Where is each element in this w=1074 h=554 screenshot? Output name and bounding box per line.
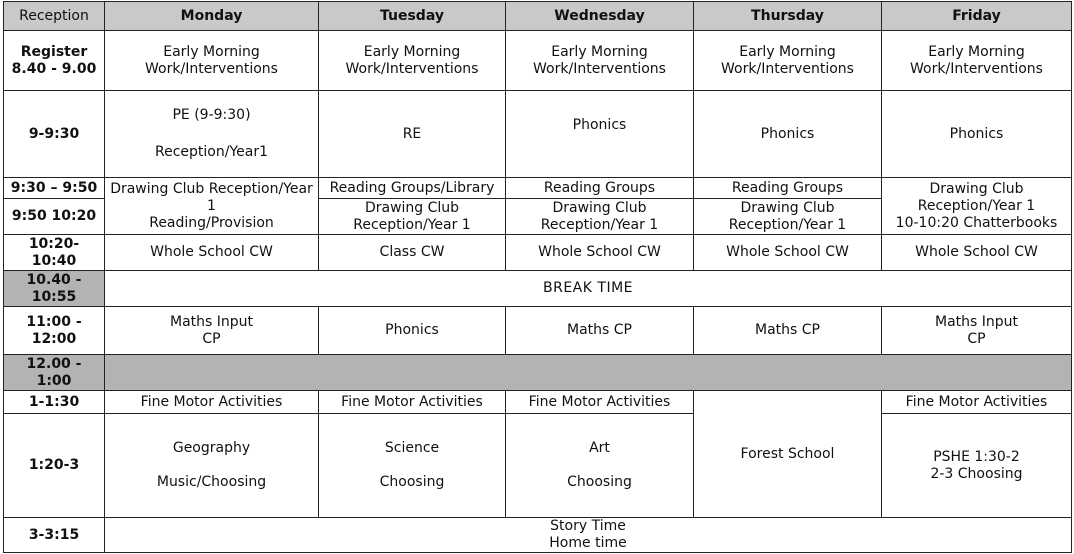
row-120 (4, 414, 1072, 518)
cell-line: Drawing Club (364, 199, 460, 216)
cell-1020-tuesday: Class CW (319, 235, 506, 271)
time-930: 9:30 – 9:50 (4, 178, 105, 199)
cell-line: Early Morning (163, 43, 260, 60)
cell-line: Music/Choosing (156, 474, 267, 490)
cell-11-monday (105, 307, 319, 355)
cell-9-wednesday: Phonics (506, 91, 694, 178)
row-3 (4, 518, 1072, 553)
cell-line: Early Morning (551, 43, 648, 60)
day-wednesday: Wednesday (506, 2, 694, 31)
time-1020 (4, 235, 105, 271)
cell-line: Maths Input (169, 313, 253, 330)
cell-line: Drawing Club (929, 180, 1024, 197)
cell-line: Reception/Year 1 (917, 197, 1036, 214)
cell-950-wednesday (506, 199, 694, 235)
cell-950-thursday (694, 199, 882, 235)
cell-930-monday (105, 178, 319, 235)
cell-1-monday: Fine Motor Activities (105, 391, 319, 414)
time-line: Register (20, 43, 88, 60)
time-950: 9:50 10:20 (4, 199, 105, 235)
cell-120-wednesday (506, 414, 694, 518)
cell-1020-thursday: Whole School CW (694, 235, 882, 271)
cell-line: Art (589, 440, 610, 456)
time-register (4, 31, 105, 91)
cell-line: Drawing Club Reception/Year (110, 180, 313, 197)
time-line: 12.00 - (26, 355, 82, 372)
cell-9-thursday: Phonics (694, 91, 882, 178)
cell-1020-monday: Whole School CW (105, 235, 319, 271)
cell-120-friday (882, 414, 1072, 518)
cell-11-friday (882, 307, 1072, 355)
cell-1020-friday: Whole School CW (882, 235, 1072, 271)
cell-line: Choosing (379, 474, 445, 490)
time-1: 1-1:30 (4, 391, 105, 414)
row-1 (4, 391, 1072, 414)
cell-line: Story Time (550, 518, 626, 534)
cell-line: Drawing Club (740, 199, 835, 216)
time-line: 10.40 - (26, 271, 82, 288)
cell-line: Work/Interventions (345, 60, 479, 77)
break-row (4, 271, 1072, 307)
cell-9-monday (105, 91, 319, 178)
story-time-cell (105, 518, 1072, 553)
cell-line: Work/Interventions (533, 60, 666, 77)
row-1020 (4, 235, 1072, 271)
cell-line: Geography (172, 440, 251, 456)
cell-line: Early Morning (739, 43, 836, 60)
cell-930-tuesday: Reading Groups/Library (319, 178, 506, 199)
cell-line: Work/Interventions (910, 60, 1043, 77)
header-row (4, 2, 1072, 31)
spacer (107, 124, 316, 144)
time-line: 10:40 (31, 252, 77, 269)
time-line: 12:00 (31, 330, 77, 347)
cell-line: Home time (549, 535, 627, 551)
cell-line: CP (967, 330, 986, 347)
row-930 (4, 178, 1072, 199)
cell-930-wednesday: Reading Groups (506, 178, 694, 199)
time-line: 10:55 (31, 288, 77, 305)
cell-930-friday (882, 178, 1072, 235)
cell-line: PSHE 1:30-2 (933, 448, 1020, 465)
cell-1-wednesday: Fine Motor Activities (506, 391, 694, 414)
cell-line: 2-3 Choosing (930, 465, 1023, 482)
day-monday: Monday (105, 2, 319, 31)
cell-register-wednesday (506, 31, 694, 91)
cell-line: Drawing Club (552, 199, 647, 216)
cell-line: Early Morning (928, 43, 1025, 60)
day-tuesday: Tuesday (319, 2, 506, 31)
cell-line: Early Morning (363, 43, 461, 60)
register-row (4, 31, 1072, 91)
cell-line: Reception/Year 1 (728, 216, 847, 233)
cell-1020-wednesday: Whole School CW (506, 235, 694, 271)
day-thursday: Thursday (694, 2, 882, 31)
cell-line: Science (384, 440, 440, 456)
cell-line: Reception/Year 1 (540, 216, 659, 233)
cell-line: Work/Interventions (721, 60, 854, 77)
cell-line: Choosing (567, 474, 632, 490)
cell-11-wednesday: Maths CP (506, 307, 694, 355)
time-line: 1:00 (36, 372, 72, 389)
row-9 (4, 91, 1072, 178)
cell-register-thursday (694, 31, 882, 91)
cell-line: Reading/Provision (149, 214, 274, 231)
cell-120-tuesday (319, 414, 506, 518)
cell-line: Work/Interventions (145, 60, 278, 77)
cell-950-tuesday (319, 199, 506, 235)
cell-register-tuesday (319, 31, 506, 91)
cell-9-tuesday: RE (319, 91, 506, 178)
time-break (4, 271, 105, 307)
cell-register-monday (105, 31, 319, 91)
lunch-block (105, 355, 1072, 391)
cell-line: Reception/Year1 (155, 144, 268, 160)
time-line: 8.40 - 9.00 (11, 60, 97, 77)
cell-930-thursday: Reading Groups (694, 178, 882, 199)
cell-line: 10-10:20 Chatterbooks (895, 214, 1058, 231)
cell-1-thursday: Forest School (694, 391, 882, 518)
cell-register-friday (882, 31, 1072, 91)
cell-1-tuesday: Fine Motor Activities (319, 391, 506, 414)
cell-line: PE (9-9:30) (172, 107, 251, 123)
row-11 (4, 307, 1072, 355)
cell-11-thursday: Maths CP (694, 307, 882, 355)
cell-120-monday (105, 414, 319, 518)
cell-line: Maths Input (934, 313, 1018, 330)
cell-line: CP (202, 330, 221, 347)
timetable (3, 1, 1072, 553)
cell-line: 1 (207, 197, 216, 214)
spacer (321, 457, 503, 474)
time-line: 11:00 - (26, 313, 82, 330)
time-line: 10:20- (28, 235, 80, 252)
spacer (508, 457, 691, 474)
cell-9-friday: Phonics (882, 91, 1072, 178)
day-friday: Friday (882, 2, 1072, 31)
lunch-row (4, 355, 1072, 391)
corner-label: Reception (4, 2, 105, 31)
time-11 (4, 307, 105, 355)
break-time-label: BREAK TIME (105, 271, 1072, 307)
time-9: 9-9:30 (4, 91, 105, 178)
cell-line: Reception/Year 1 (353, 216, 471, 233)
time-120: 1:20-3 (4, 414, 105, 518)
time-3: 3-3:15 (4, 518, 105, 553)
time-lunch (4, 355, 105, 391)
cell-1-friday: Fine Motor Activities (882, 391, 1072, 414)
spacer (107, 457, 316, 474)
cell-11-tuesday: Phonics (319, 307, 506, 355)
